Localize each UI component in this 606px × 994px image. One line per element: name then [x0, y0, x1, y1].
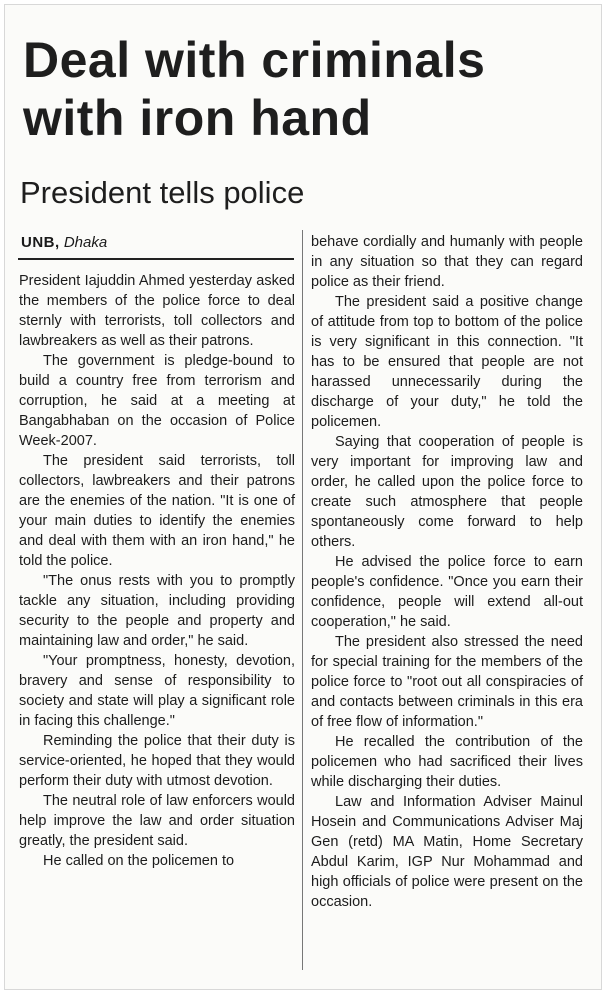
byline-agency: UNB, [21, 234, 60, 251]
paragraph: He recalled the contribution of the policemen who had sacrificed their lives while discharging their duties. [311, 734, 583, 790]
paragraph: The neutral role of law enforcers would help improve the law and order situation greatly, the president said. [19, 793, 295, 849]
paragraph: He advised the police force to earn people's confidence. "Once you earn their confidence, people will extend all-out cooperation," he said. [311, 554, 583, 630]
paragraph: The president said a positive change of attitude from top to bottom of the police is very significant in this connection. "It has to be ensured that people are not harassed unnecessarily during the discharge of your duty," he told the policemen. [311, 294, 583, 430]
byline-rule [18, 258, 294, 260]
paragraph: President Iajuddin Ahmed yesterday asked the members of the police force to deal sternly with terrorists, toll collectors and lawbreakers as well as their patrons. [19, 273, 295, 349]
paragraph: The president also stressed the need for special training for the members of the police force to "root out all conspiracies of and contacts between criminals in this era of free flow of information." [311, 634, 583, 730]
paragraph: "Your promptness, honesty, devotion, bravery and sense of responsibility to society and state will play a significant role in facing this challenge." [19, 653, 295, 729]
headline-line-1: Deal with criminals [23, 32, 486, 88]
paragraph: "The onus rests with you to promptly tackle any situation, including providing security to the people and property and maintaining law and order," he said. [19, 573, 295, 649]
article-column-right [311, 232, 583, 912]
paragraph: He called on the policemen to [43, 853, 235, 869]
paragraph: Saying that cooperation of people is very important for improving law and order, he called upon the police force to create such atmosphere that people spontaneously come forward to help others. [311, 434, 583, 550]
article-column-left [19, 271, 295, 871]
paragraph: Reminding the police that their duty is service-oriented, he hoped that they would perform their duty with utmost devotion. [19, 733, 295, 789]
byline [21, 232, 107, 254]
column-divider [302, 230, 303, 970]
byline-city: Dhaka [63, 234, 108, 251]
paragraph: The government is pledge-bound to build a country free from terrorism and corruption, he said at a meeting at Bangabhaban on the occasion of Police Week-2007. [19, 353, 295, 449]
subheadline: President tells police [20, 175, 305, 210]
paragraph-continued: behave cordially and humanly with people in any situation so that they can regard police as their friend. [311, 234, 583, 290]
paragraph: Law and Information Adviser Mainul Hosein and Communications Adviser Maj Gen (retd) MA Matin, Home Secretary Abdul Karim, IGP Nur Mohammad and high officials of police were present on the occasion. [311, 794, 583, 910]
paragraph: The president said terrorists, toll collectors, lawbreakers and their patrons are the enemies of the nation. "It is one of your main duties to identify the enemies and deal with them with an iron hand," he told the police. [19, 453, 295, 569]
headline-line-2: with iron hand [23, 90, 372, 146]
headline [23, 31, 485, 147]
